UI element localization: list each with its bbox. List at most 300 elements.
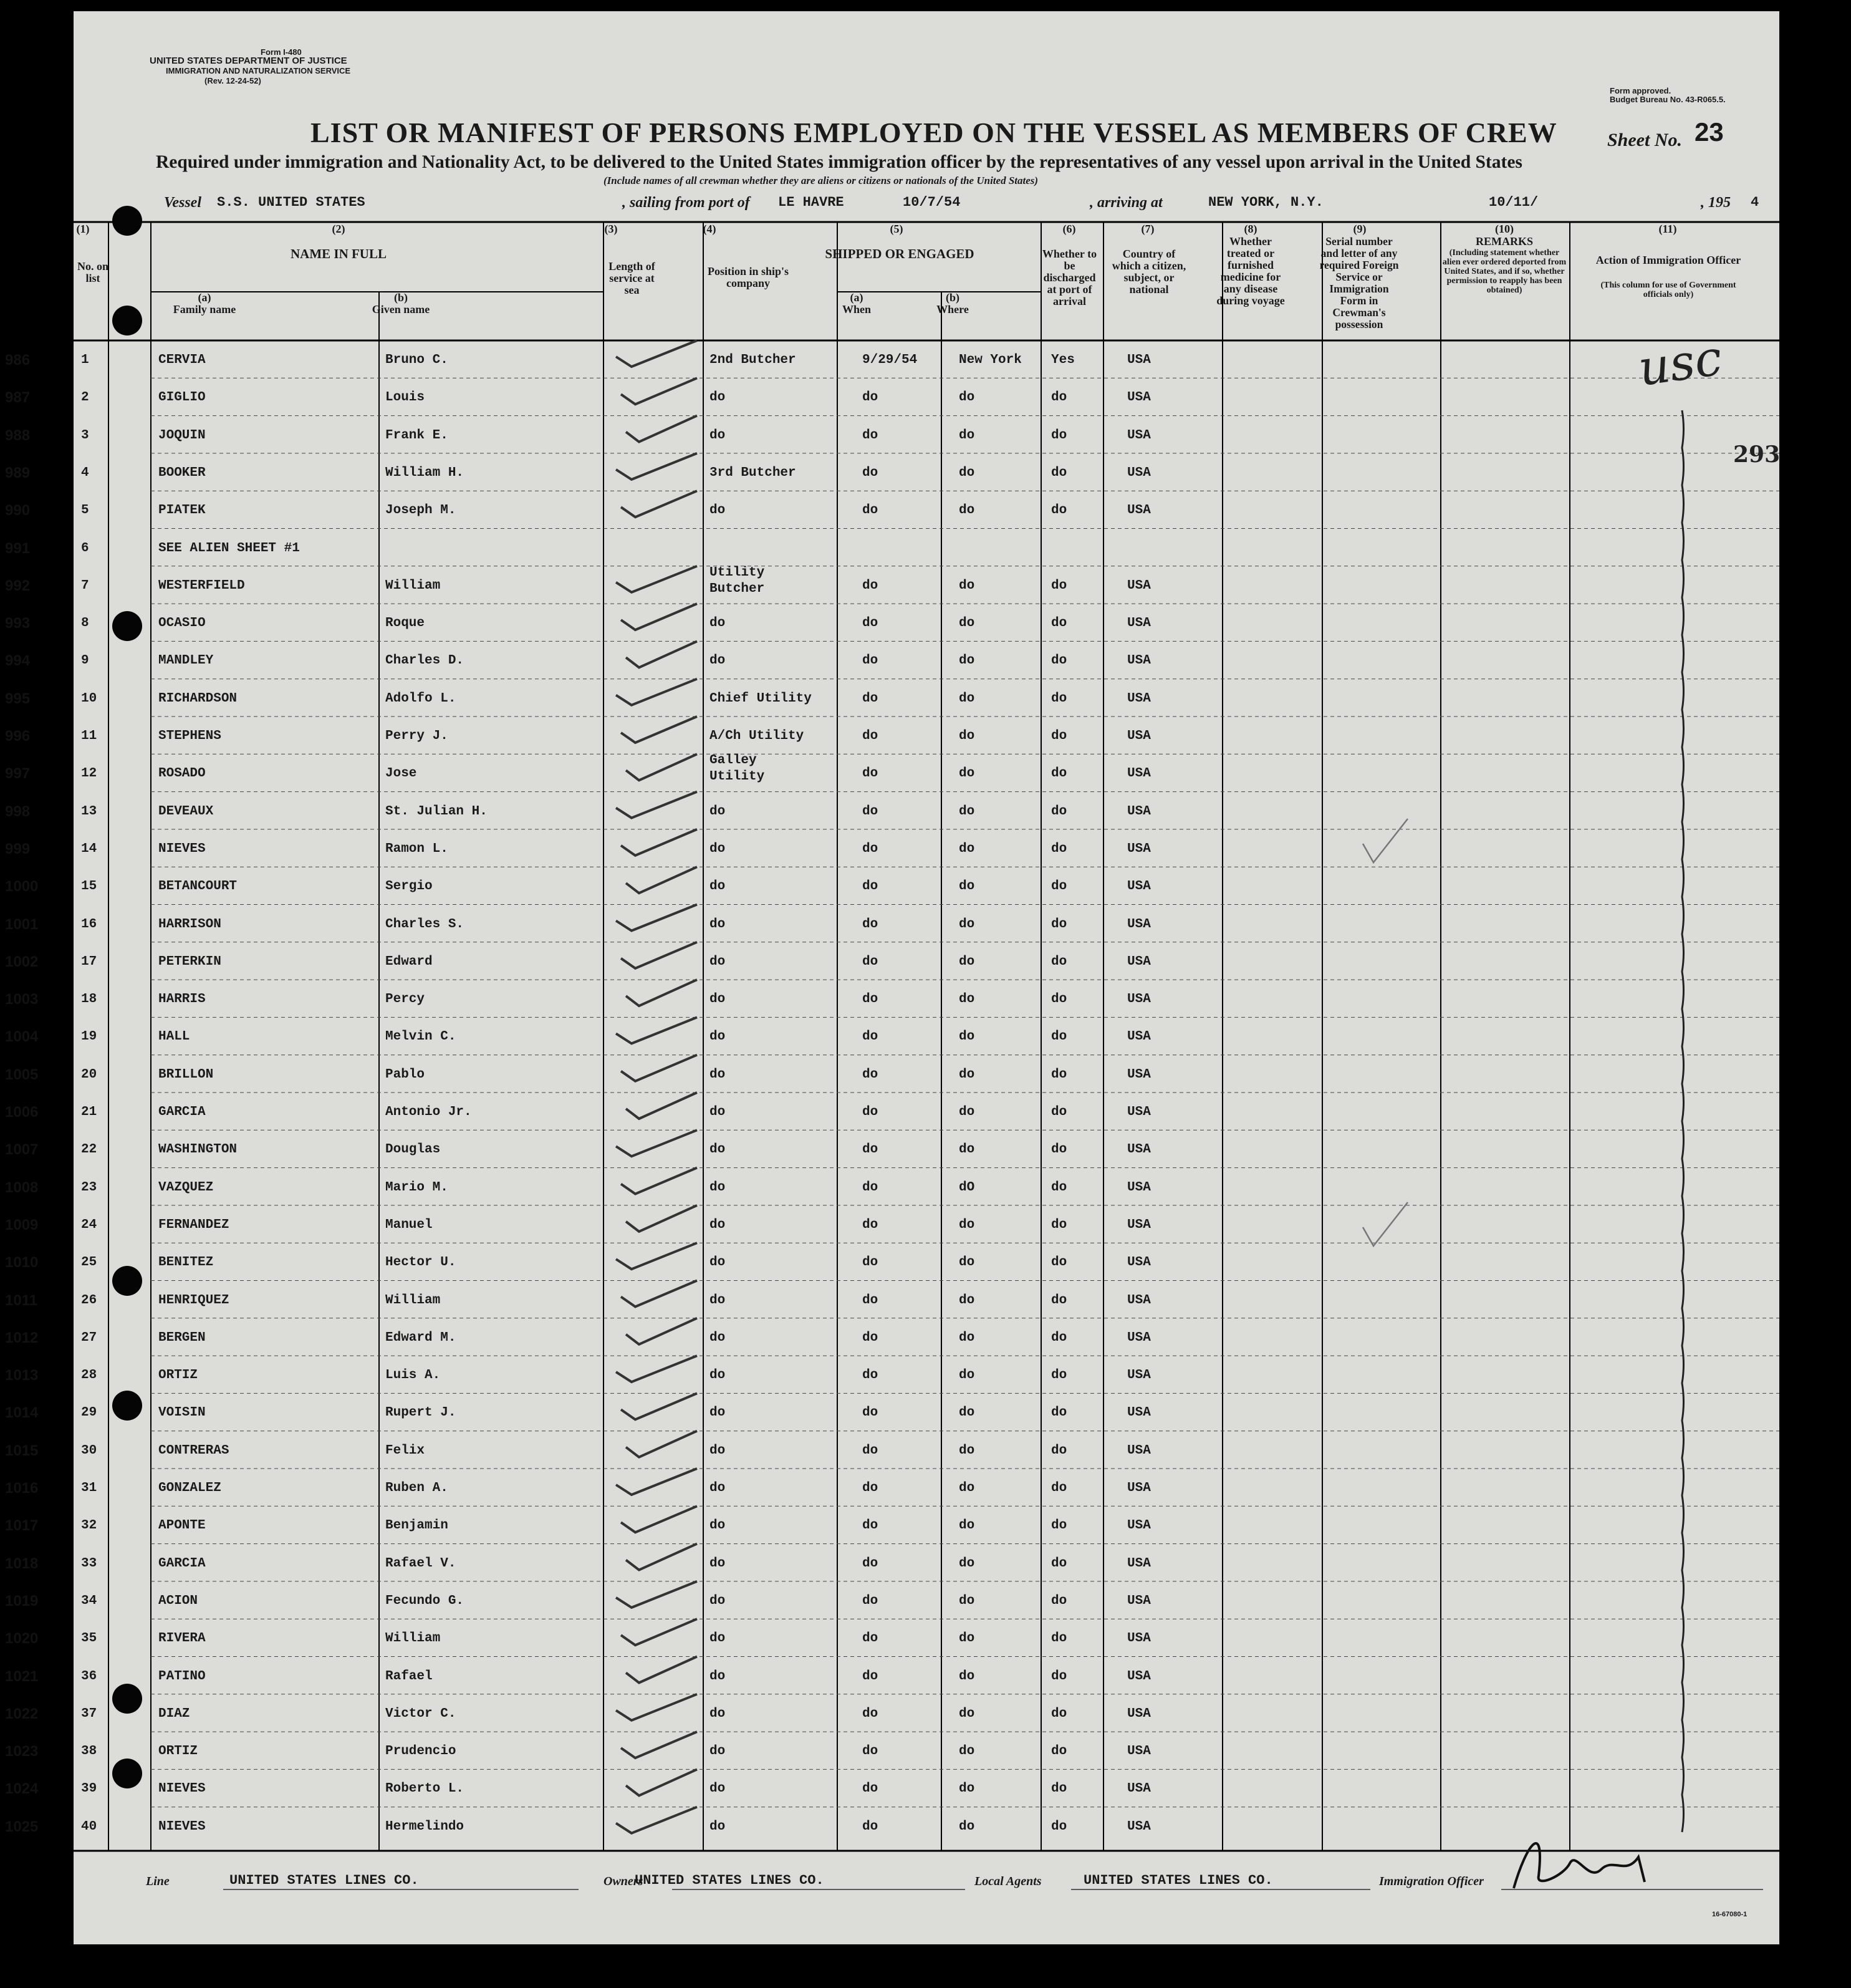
margin-number: 1013 xyxy=(5,1367,39,1384)
country: USA xyxy=(1127,1406,1151,1421)
shipped-when: do xyxy=(862,1556,878,1571)
discharge: do xyxy=(1051,1368,1067,1383)
col11-note: (This column for use of Government officials only) xyxy=(1600,281,1736,299)
discharge: do xyxy=(1051,390,1067,405)
col3-header: Length of service at sea xyxy=(608,260,655,296)
shipped-when: do xyxy=(862,1217,878,1232)
col5-header: SHIPPED OR ENGAGED xyxy=(825,246,974,261)
shipped-where: do xyxy=(959,1142,975,1157)
country: USA xyxy=(1127,992,1151,1007)
service-check-mark xyxy=(621,829,697,856)
shipped-when: do xyxy=(862,1067,878,1082)
row-number: 40 xyxy=(81,1819,97,1834)
margin-number: 1002 xyxy=(5,953,39,970)
discharge: do xyxy=(1051,1180,1067,1195)
family-name: VAZQUEZ xyxy=(158,1180,214,1195)
discharge: do xyxy=(1051,1255,1067,1270)
sheet-label: Sheet No. xyxy=(1607,130,1682,150)
shipped-when: do xyxy=(862,879,878,894)
given-name: Edward xyxy=(385,954,433,969)
shipped-where: do xyxy=(959,1255,975,1270)
discharge: do xyxy=(1051,1330,1067,1345)
position: do xyxy=(709,1255,726,1270)
position: do xyxy=(709,917,726,932)
position: do xyxy=(709,879,726,894)
row-number: 15 xyxy=(81,879,97,894)
service-check-mark xyxy=(616,1469,697,1495)
given-name: Antonio Jr. xyxy=(385,1105,472,1119)
family-name: ACION xyxy=(158,1593,198,1608)
shipped-where: New York xyxy=(959,353,1022,367)
position: do xyxy=(709,1782,726,1797)
position: 3rd Butcher xyxy=(709,465,796,480)
shipped-where: do xyxy=(959,1293,975,1308)
punch-hole xyxy=(112,1759,142,1788)
row-number: 16 xyxy=(81,917,97,932)
discharge: do xyxy=(1051,1142,1067,1157)
position: do xyxy=(709,1105,726,1119)
margin-number: 1000 xyxy=(5,878,39,895)
discharge: do xyxy=(1051,1293,1067,1308)
discharge: do xyxy=(1051,1556,1067,1571)
shipped-where: do xyxy=(959,1819,975,1834)
service-check-mark xyxy=(621,1619,697,1645)
country: USA xyxy=(1127,1142,1151,1157)
discharge: do xyxy=(1051,1406,1067,1421)
family-name: SEE ALIEN SHEET #1 xyxy=(158,541,300,556)
shipped-when: do xyxy=(862,917,878,932)
shipped-when: do xyxy=(862,1593,878,1608)
shipped-where: do xyxy=(959,766,975,781)
punch-hole xyxy=(112,206,142,236)
position: do xyxy=(709,1030,726,1045)
position: do xyxy=(709,1631,726,1646)
given-name: William xyxy=(385,578,441,593)
row-number: 2 xyxy=(81,390,89,405)
given-name: Victor C. xyxy=(385,1706,456,1721)
col5a-header: (a) When xyxy=(842,291,871,316)
family-name: STEPHENS xyxy=(158,729,221,743)
service-check-mark xyxy=(626,867,697,893)
margin-number: 1016 xyxy=(5,1480,39,1497)
service-check-mark xyxy=(621,1281,697,1307)
country: USA xyxy=(1127,390,1151,405)
position: do xyxy=(709,1142,726,1157)
discharge: Yes xyxy=(1051,353,1075,367)
service-check-mark xyxy=(626,641,697,667)
given-name: Rafael xyxy=(385,1669,433,1684)
shipped-when: do xyxy=(862,992,878,1007)
form-number: Form I-480 xyxy=(261,47,302,57)
given-name: William xyxy=(385,1293,441,1308)
col4-header: Position in ship's company xyxy=(707,265,789,289)
row-number: 5 xyxy=(81,503,89,518)
form-title: LIST OR MANIFEST OF PERSONS EMPLOYED ON THE VESSEL AS MEMBERS OF CREW xyxy=(310,117,1557,148)
col2a-header: (a) Family name xyxy=(173,291,236,316)
pencil-check-mark xyxy=(1363,819,1408,862)
discharge: do xyxy=(1051,992,1067,1007)
col9-num: (9) xyxy=(1353,223,1367,235)
position: do xyxy=(709,1443,726,1458)
year-prefix: , 195 xyxy=(1701,195,1731,211)
shipped-where: do xyxy=(959,1330,975,1345)
revision: (Rev. 12-24-52) xyxy=(204,76,261,85)
row-number: 20 xyxy=(81,1067,97,1082)
margin-number: 986 xyxy=(5,352,31,369)
family-name: GARCIA xyxy=(158,1556,206,1571)
position: do xyxy=(709,1706,726,1721)
service-check-mark xyxy=(626,1318,697,1344)
service-check-mark xyxy=(616,1807,697,1833)
family-name: OCASIO xyxy=(158,616,206,631)
position: do xyxy=(709,1368,726,1383)
margin-number: 999 xyxy=(5,840,31,857)
row-number: 17 xyxy=(81,954,97,969)
given-name: Benjamin xyxy=(385,1518,448,1533)
shipped-where: do xyxy=(959,841,975,856)
service-check-mark xyxy=(616,1130,697,1156)
position: do xyxy=(709,616,726,631)
family-name: FERNANDEZ xyxy=(158,1217,229,1232)
service: IMMIGRATION AND NATURALIZATION SERVICE xyxy=(166,66,351,75)
family-name: BERGEN xyxy=(158,1330,206,1345)
shipped-when: 9/29/54 xyxy=(862,353,918,367)
shipped-where: do xyxy=(959,1593,975,1608)
margin-number: 994 xyxy=(5,652,31,670)
country: USA xyxy=(1127,1518,1151,1533)
margin-number: 991 xyxy=(5,539,31,557)
row-number: 29 xyxy=(81,1406,97,1421)
service-check-mark xyxy=(626,754,697,780)
discharge: do xyxy=(1051,1669,1067,1684)
row-number: 33 xyxy=(81,1556,97,1571)
margin-number: 1004 xyxy=(5,1028,39,1046)
row-number: 7 xyxy=(81,578,89,593)
row-number: 28 xyxy=(81,1368,97,1383)
col6-num: (6) xyxy=(1062,223,1076,235)
discharge: do xyxy=(1051,1067,1067,1082)
margin-number: 1019 xyxy=(5,1592,39,1609)
position: do xyxy=(709,1406,726,1421)
given-name: Melvin C. xyxy=(385,1030,456,1045)
family-name: DEVEAUX xyxy=(158,804,214,819)
discharge: do xyxy=(1051,1443,1067,1458)
given-name: Manuel xyxy=(385,1217,433,1232)
sailing-label: , sailing from port of xyxy=(622,195,750,211)
family-name: NIEVES xyxy=(158,1782,206,1797)
given-name: Rafael V. xyxy=(385,1556,456,1571)
service-check-mark xyxy=(616,905,697,931)
discharge: do xyxy=(1051,917,1067,932)
margin-number: 987 xyxy=(5,389,31,407)
shipped-when: do xyxy=(862,1443,878,1458)
family-name: RICHARDSON xyxy=(158,691,238,706)
officer-label: Immigration Officer xyxy=(1379,1875,1484,1888)
position: do xyxy=(709,654,726,668)
row-number: 3 xyxy=(81,428,89,443)
given-name: Frank E. xyxy=(385,428,448,443)
country: USA xyxy=(1127,879,1151,894)
service-check-mark xyxy=(616,1581,697,1608)
service-check-mark xyxy=(626,1769,697,1795)
family-name: WESTERFIELD xyxy=(158,578,245,593)
position: do xyxy=(709,1556,726,1571)
owners-value: UNITED STATES LINES CO. xyxy=(635,1873,824,1888)
shipped-when: do xyxy=(862,1518,878,1533)
margin-number: 996 xyxy=(5,728,31,745)
margin-number: 997 xyxy=(5,765,31,783)
given-name: Jose xyxy=(385,766,417,781)
discharge: do xyxy=(1051,616,1067,631)
margin-number: 1023 xyxy=(5,1743,39,1760)
given-name: Perry J. xyxy=(385,729,448,743)
given-name: Joseph M. xyxy=(385,503,456,518)
country: USA xyxy=(1127,1669,1151,1684)
col2-num: (2) xyxy=(332,223,345,235)
position: do xyxy=(709,841,726,856)
service-check-mark xyxy=(621,717,697,743)
country: USA xyxy=(1127,503,1151,518)
country: USA xyxy=(1127,1744,1151,1759)
service-check-mark xyxy=(626,1431,697,1457)
family-name: GIGLIO xyxy=(158,390,206,405)
line-value: UNITED STATES LINES CO. xyxy=(229,1873,419,1888)
country: USA xyxy=(1127,654,1151,668)
family-name: MANDLEY xyxy=(158,654,214,668)
col8-num: (8) xyxy=(1244,223,1257,235)
position: do xyxy=(709,1593,726,1608)
shipped-when: do xyxy=(862,1293,878,1308)
family-name: BETANCOURT xyxy=(158,879,238,894)
family-name: ORTIZ xyxy=(158,1744,198,1759)
row-number: 11 xyxy=(81,729,97,743)
position: do xyxy=(709,1217,726,1232)
row-number: 34 xyxy=(81,1593,97,1608)
row-number: 1 xyxy=(81,353,89,367)
country: USA xyxy=(1127,1180,1151,1195)
given-name: Mario M. xyxy=(385,1180,448,1195)
shipped-where: do xyxy=(959,1217,975,1232)
country: USA xyxy=(1127,1706,1151,1721)
family-name: ORTIZ xyxy=(158,1368,198,1383)
row-number: 35 xyxy=(81,1631,97,1646)
shipped-where: do xyxy=(959,954,975,969)
shipped-where: do xyxy=(959,1556,975,1571)
given-name: Charles S. xyxy=(385,917,464,932)
vessel-name: S.S. UNITED STATES xyxy=(217,195,365,210)
shipped-where: do xyxy=(959,917,975,932)
discharge: do xyxy=(1051,766,1067,781)
shipped-where: do xyxy=(959,1030,975,1045)
position: do xyxy=(709,1481,726,1495)
service-check-mark xyxy=(616,1356,697,1382)
given-name: Hector U. xyxy=(385,1255,456,1270)
shipped-when: do xyxy=(862,804,878,819)
position: do xyxy=(709,1819,726,1834)
shipped-where: do xyxy=(959,1706,975,1721)
shipped-when: do xyxy=(862,1406,878,1421)
position: do xyxy=(709,428,726,443)
family-name: NIEVES xyxy=(158,841,206,856)
country: USA xyxy=(1127,841,1151,856)
discharge: do xyxy=(1051,1744,1067,1759)
row-number: 6 xyxy=(81,541,89,556)
col1-header: No. on list xyxy=(77,260,109,284)
row-number: 38 xyxy=(81,1744,97,1759)
shipped-where: do xyxy=(959,1406,975,1421)
shipped-where: do xyxy=(959,428,975,443)
discharge: do xyxy=(1051,841,1067,856)
arrival-date: 10/11/ xyxy=(1489,195,1539,210)
given-name: Felix xyxy=(385,1443,425,1458)
country: USA xyxy=(1127,1593,1151,1608)
shipped-when: do xyxy=(862,691,878,706)
margin-number: 1018 xyxy=(5,1555,39,1572)
row-number: 21 xyxy=(81,1105,97,1119)
given-name: Adolfo L. xyxy=(385,691,456,706)
position: 2nd Butcher xyxy=(709,353,796,367)
service-check-mark xyxy=(621,942,697,968)
margin-number: 1008 xyxy=(5,1179,39,1196)
discharge: do xyxy=(1051,1481,1067,1495)
shipped-where: do xyxy=(959,1744,975,1759)
shipped-when: do xyxy=(862,616,878,631)
country: USA xyxy=(1127,954,1151,969)
position: do xyxy=(709,1744,726,1759)
row-number: 12 xyxy=(81,766,97,781)
given-name: Luis A. xyxy=(385,1368,441,1383)
manifest-grid xyxy=(74,11,1779,1944)
country: USA xyxy=(1127,804,1151,819)
service-check-mark xyxy=(621,1506,697,1532)
margin-number: 1025 xyxy=(5,1818,39,1835)
margin-number: 1014 xyxy=(5,1404,39,1422)
service-check-mark xyxy=(621,1055,697,1081)
given-name: Sergio xyxy=(385,879,433,894)
given-name: Douglas xyxy=(385,1142,441,1157)
row-number: 31 xyxy=(81,1481,97,1495)
print-code: 16-67080-1 xyxy=(1712,1911,1748,1918)
given-name: William xyxy=(385,1631,441,1646)
margin-number: 1024 xyxy=(5,1780,39,1798)
shipped-when: do xyxy=(862,729,878,743)
margin-number: 1001 xyxy=(5,915,39,933)
service-check-mark xyxy=(616,340,697,367)
punch-hole xyxy=(112,306,142,335)
country: USA xyxy=(1127,1217,1151,1232)
country: USA xyxy=(1127,1782,1151,1797)
position: do xyxy=(709,503,726,518)
row-number: 22 xyxy=(81,1142,97,1157)
shipped-when: do xyxy=(862,390,878,405)
col2b-header: (b) Given name xyxy=(372,291,430,316)
country: USA xyxy=(1127,1255,1151,1270)
col7-header: Country of which a citizen, subject, or national xyxy=(1112,248,1186,296)
row-number: 25 xyxy=(81,1255,97,1270)
row-number: 36 xyxy=(81,1669,97,1684)
given-name: William H. xyxy=(385,465,464,480)
country: USA xyxy=(1127,1293,1151,1308)
discharge: do xyxy=(1051,1030,1067,1045)
country: USA xyxy=(1127,428,1151,443)
row-number: 26 xyxy=(81,1293,97,1308)
position: do xyxy=(709,390,726,405)
country: USA xyxy=(1127,1330,1151,1345)
discharge: do xyxy=(1051,1105,1067,1119)
discharge: do xyxy=(1051,691,1067,706)
service-check-mark xyxy=(616,1017,697,1043)
row-number: 32 xyxy=(81,1518,97,1533)
shipped-where: do xyxy=(959,1669,975,1684)
country: USA xyxy=(1127,1105,1151,1119)
family-name: WASHINGTON xyxy=(158,1142,238,1157)
given-name: Rupert J. xyxy=(385,1406,456,1421)
officer-initials: usc xyxy=(1635,330,1726,397)
given-name: Louis xyxy=(385,390,425,405)
family-name: PIATEK xyxy=(158,503,206,518)
service-check-mark xyxy=(621,491,697,517)
given-name: Prudencio xyxy=(385,1744,456,1759)
position: do xyxy=(709,1067,726,1082)
margin-number: 1015 xyxy=(5,1442,39,1459)
country: USA xyxy=(1127,616,1151,631)
given-name: Ramon L. xyxy=(385,841,448,856)
position: Galley Utility xyxy=(709,753,765,784)
service-check-mark xyxy=(621,1168,697,1194)
shipped-where: do xyxy=(959,1481,975,1495)
shipped-where: do xyxy=(959,1067,975,1082)
given-name: Ruben A. xyxy=(385,1481,448,1495)
margin-number: 1005 xyxy=(5,1066,39,1083)
shipped-when: do xyxy=(862,654,878,668)
shipped-where: do xyxy=(959,879,975,894)
discharge: do xyxy=(1051,578,1067,593)
row-number: 30 xyxy=(81,1443,97,1458)
col11-header: Action of Immigration Officer xyxy=(1595,254,1741,266)
shipped-where: do xyxy=(959,1368,975,1383)
margin-number: 1020 xyxy=(5,1630,39,1648)
given-name: Pablo xyxy=(385,1067,425,1082)
service-check-mark xyxy=(616,1694,697,1720)
col11-num: (11) xyxy=(1658,223,1677,235)
punch-hole xyxy=(112,1266,142,1296)
col3-num: (3) xyxy=(604,223,618,235)
service-check-mark xyxy=(621,604,697,630)
shipped-when: do xyxy=(862,766,878,781)
given-name: Charles D. xyxy=(385,654,464,668)
service-check-mark xyxy=(621,378,697,404)
line-label: Line xyxy=(146,1875,170,1888)
shipped-when: do xyxy=(862,1180,878,1195)
col8-header: Whether treated or furnished medicine for any disease during voyage xyxy=(1216,235,1285,307)
family-name: VOISIN xyxy=(158,1406,206,1421)
margin-number: 1007 xyxy=(5,1141,39,1159)
family-name: HENRIQUEZ xyxy=(158,1293,229,1308)
service-check-mark xyxy=(616,1243,697,1269)
margin-number: 989 xyxy=(5,464,31,481)
shipped-where: do xyxy=(959,616,975,631)
col2-header: NAME IN FULL xyxy=(290,246,387,261)
row-number: 18 xyxy=(81,992,97,1007)
family-name: CONTRERAS xyxy=(158,1443,229,1458)
shipped-where: do xyxy=(959,1518,975,1533)
family-name: NIEVES xyxy=(158,1819,206,1834)
margin-number: 1003 xyxy=(5,991,39,1008)
col10-note: (Including statement whether alien ever ordered deported from United States, and if so, whether permission to reapply has been obtained) xyxy=(1442,248,1567,295)
pencil-check-mark xyxy=(1363,1202,1408,1246)
row-number: 14 xyxy=(81,841,97,856)
shipped-when: do xyxy=(862,1030,878,1045)
